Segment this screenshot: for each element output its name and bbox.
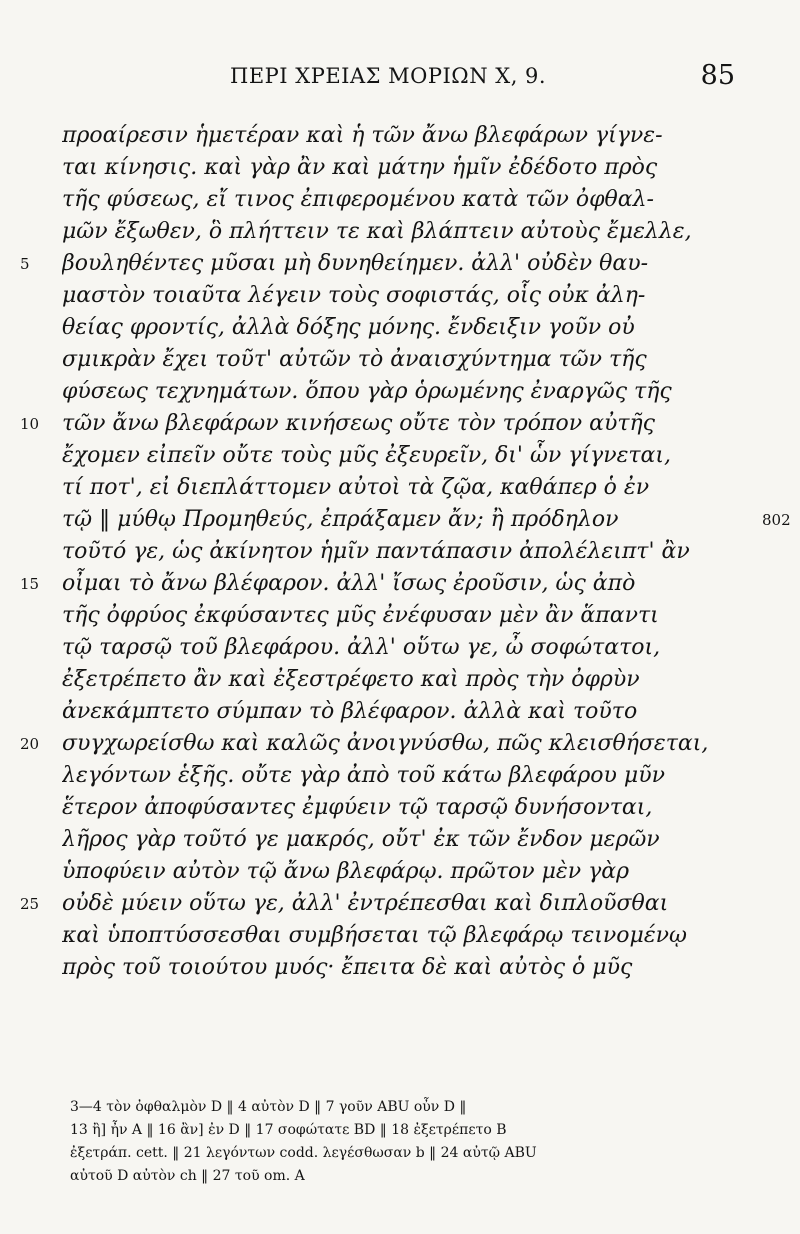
text-line: ἔχομεν εἰπεῖν οὔτε τοὺς μῦς ἐξευρεῖν, δι' ὧν γίγνεται, (62, 443, 672, 468)
text-line: λεγόντων ἑξῆς. οὔτε γὰρ ἀπὸ τοῦ κάτω βλεφάρου μῦν (62, 763, 665, 788)
text-line: τῷ ‖ μύθῳ Προμηθεύς, ἐπράξαμεν ἄν; ἢ πρόδηλον (62, 507, 619, 532)
line-number: 5 (20, 255, 30, 273)
text-line: τῶν ἄνω βλεφάρων κινήσεως οὔτε τὸν τρόπον αὐτῆς (62, 411, 655, 436)
text-line: οἶμαι τὸ ἄνω βλέφαρον. ἀλλ' ἴσως ἐροῦσιν, ὡς ἀπὸ (62, 571, 636, 596)
text-line: τοῦτό γε, ὡς ἀκίνητον ἡμῖν παντάπασιν ἀπολέλειπτ' ἂν (62, 539, 690, 564)
apparatus-line: ἐξετράπ. cett. ‖ 21 λεγόντων codd. λεγέσθωσαν b ‖ 24 αὐτῷ ABU (70, 1145, 537, 1161)
text-line: προαίρεσιν ἡμετέραν καὶ ἡ τῶν ἄνω βλεφάρων γίγνε- (62, 123, 663, 148)
text-line: λῆρος γὰρ τοῦτό γε μακρός, οὔτ' ἐκ τῶν ἔνδον μερῶν (62, 827, 660, 852)
text-line: τῆς φύσεως, εἴ τινος ἐπιφερομένου κατὰ τῶν ὀφθαλ- (62, 187, 654, 212)
running-title: ΠΕΡΙ ΧΡΕΙΑΣ ΜΟΡΙΩΝ Χ, 9. (230, 64, 547, 88)
apparatus-line: 3—4 τὸν ὀφθαλμὸν D ‖ 4 αὐτὸν D ‖ 7 γοῦν ABU οὖν D ‖ (70, 1099, 467, 1115)
text-line: ἕτερον ἀποφύσαντες ἐμφύειν τῷ ταρσῷ δυνήσονται, (62, 795, 653, 820)
text-line: τῷ ταρσῷ τοῦ βλεφάρου. ἀλλ' οὕτω γε, ὦ σοφώτατοι, (62, 635, 661, 660)
line-number: 20 (20, 735, 40, 753)
text-line: φύσεως τεχνημάτων. ὅπου γὰρ ὁρωμένης ἐναργῶς τῆς (62, 379, 672, 404)
critical-apparatus (70, 1096, 740, 1188)
text-line: ὑποφύειν αὐτὸν τῷ ἄνω βλεφάρῳ. πρῶτον μὲν γὰρ (62, 859, 630, 884)
page-header (55, 58, 735, 98)
line-number: 10 (20, 415, 40, 433)
text-line: τί ποτ', εἰ διεπλάττομεν αὐτοὶ τὰ ζῷα, καθάπερ ὁ ἐν (62, 475, 650, 500)
text-line: μῶν ἔξωθεν, ὃ πλήττειν τε καὶ βλάπτειν αὐτοὺς ἔμελλε, (62, 219, 692, 244)
apparatus-line: 13 ἢ] ἦν A ‖ 16 ἂν] ἐν D ‖ 17 σοφώτατε BD ‖ 18 ἐξετρέπετο B (70, 1122, 507, 1138)
text-line: συγχωρείσθω καὶ καλῶς ἀνοιγνύσθω, πῶς κλεισθήσεται, (62, 731, 709, 756)
margin-reference: 802 (762, 511, 791, 529)
text-line: σμικρὰν ἔχει τοῦτ' αὐτῶν τὸ ἀναισχύντημα τῶν τῆς (62, 347, 647, 372)
page-number: 85 (700, 60, 735, 91)
text-line: ἀνεκάμπτετο σύμπαν τὸ βλέφαρον. ἀλλὰ καὶ τοῦτο (62, 699, 638, 724)
text-line: καὶ ὑποπτύσσεσθαι συμβήσεται τῷ βλεφάρῳ τεινομένῳ (62, 923, 687, 948)
line-number: 25 (20, 895, 40, 913)
apparatus-line: αὐτοῦ D αὐτὸν ch ‖ 27 τοῦ om. A (70, 1168, 305, 1184)
text-line: μαστὸν τοιαῦτα λέγειν τοὺς σοφιστάς, οἷς οὐκ ἀλη- (62, 283, 646, 308)
line-number: 15 (20, 575, 40, 593)
text-line: οὐδὲ μύειν οὕτω γε, ἀλλ' ἐντρέπεσθαι καὶ διπλοῦσθαι (62, 891, 669, 916)
text-line: βουληθέντες μῦσαι μὴ δυνηθείημεν. ἀλλ' οὐδὲν θαυ- (62, 251, 649, 276)
text-line: ἐξετρέπετο ἂν καὶ ἐξεστρέφετο καὶ πρὸς τὴν ὀφρὺν (62, 667, 640, 692)
text-line: θείας φροντίς, ἀλλὰ δόξης μόνης. ἔνδειξιν γοῦν οὐ (62, 315, 635, 340)
text-line: τῆς ὀφρύος ἐκφύσαντες μῦς ἐνέφυσαν μὲν ἂν ἅπαντι (62, 603, 659, 628)
text-line: πρὸς τοῦ τοιούτου μυός· ἔπειτα δὲ καὶ αὐτὸς ὁ μῦς (62, 955, 633, 980)
text-line: ται κίνησις. καὶ γὰρ ἂν καὶ μάτην ἡμῖν ἐδέδοτο πρὸς (62, 155, 658, 180)
